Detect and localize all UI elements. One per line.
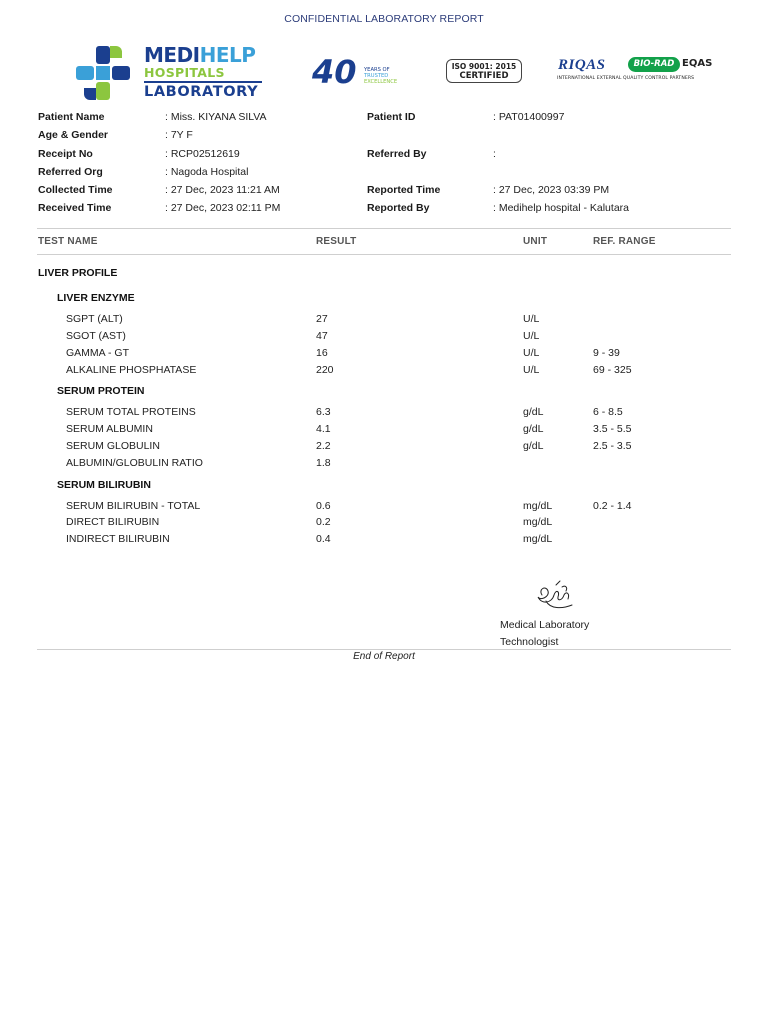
referred-org-value: : Nagoda Hospital: [165, 166, 249, 178]
test-result: 220: [316, 364, 334, 376]
medihelp-logo: [74, 44, 274, 102]
test-name: DIRECT BILIRUBIN: [66, 516, 160, 528]
collected-time-value: : 27 Dec, 2023 11:21 AM: [165, 184, 280, 196]
eqas-text: EQAS: [682, 58, 713, 69]
test-result: 0.6: [316, 500, 331, 512]
reported-by-value: : Medihelp hospital - Kalutara: [493, 202, 629, 214]
medihelp-cross-icon: [74, 44, 134, 102]
test-ref-range: 2.5 - 3.5: [593, 440, 632, 452]
test-unit: U/L: [523, 364, 540, 376]
test-name: GAMMA - GT: [66, 347, 129, 359]
test-unit: U/L: [523, 347, 540, 359]
test-unit: g/dL: [523, 423, 544, 435]
patient-name-value: : Miss. KIYANA SILVA: [165, 111, 267, 123]
test-result: 16: [316, 347, 328, 359]
test-result: 47: [316, 330, 328, 342]
test-ref-range: 69 - 325: [593, 364, 632, 376]
section-title: LIVER ENZYME: [57, 292, 135, 304]
technologist-title: [500, 617, 589, 650]
brand-medi: MEDI: [144, 43, 200, 67]
test-name: SERUM TOTAL PROTEINS: [66, 406, 196, 418]
referred-by-label: Referred By: [367, 148, 427, 160]
riqas-subtitle: INTERNATIONAL EXTERNAL QUALITY CONTROL PARTNERS: [557, 76, 695, 81]
years-text-1: YEARS OF: [364, 67, 390, 73]
patient-id-label: Patient ID: [367, 111, 416, 123]
table-row: [0, 347, 768, 363]
patient-id-value: : PAT01400997: [493, 111, 565, 123]
table-row: [0, 440, 768, 456]
header-result: RESULT: [316, 236, 357, 247]
brand-help: HELP: [199, 43, 256, 67]
technologist-title-line2: Technologist: [500, 635, 559, 648]
years-text-3: EXCELLENCE: [364, 79, 398, 85]
test-result: 2.2: [316, 440, 331, 452]
test-unit: mg/dL: [523, 500, 553, 512]
table-row: [0, 500, 768, 516]
footer-divider: [37, 649, 731, 650]
test-name: SERUM ALBUMIN: [66, 423, 153, 435]
table-row: [0, 330, 768, 346]
test-result: 4.1: [316, 423, 331, 435]
test-unit: mg/dL: [523, 533, 553, 545]
years-number: 40: [312, 53, 357, 88]
table-row: [0, 406, 768, 422]
header-unit: UNIT: [523, 236, 548, 247]
riqas-text: RIQAS: [558, 57, 606, 73]
table-row: [0, 313, 768, 329]
test-result: 0.4: [316, 533, 331, 545]
profile-title: LIVER PROFILE: [38, 267, 118, 279]
test-unit: g/dL: [523, 440, 544, 452]
header-test-name: TEST NAME: [38, 236, 98, 247]
test-unit: U/L: [523, 330, 540, 342]
brand-hospitals: HOSPITALS: [144, 65, 225, 80]
test-unit: g/dL: [523, 406, 544, 418]
test-unit: U/L: [523, 313, 540, 325]
forty-years-logo: [312, 52, 404, 88]
reported-time-value: : 27 Dec, 2023 03:39 PM: [493, 184, 610, 196]
biorad-badge: BIO-RAD: [628, 57, 680, 72]
test-name: SGPT (ALT): [66, 313, 123, 325]
test-ref-range: 6 - 8.5: [593, 406, 623, 418]
reported-time-label: Reported Time: [367, 184, 441, 196]
received-time-label: Received Time: [38, 202, 112, 214]
section-title: SERUM PROTEIN: [57, 385, 145, 397]
header-ref-range: REF. RANGE: [593, 236, 656, 247]
table-row: [0, 423, 768, 439]
signature-image: [532, 579, 578, 615]
test-unit: mg/dL: [523, 516, 553, 528]
receipt-no-label: Receipt No: [38, 148, 93, 160]
test-name: ALBUMIN/GLOBULIN RATIO: [66, 457, 203, 469]
table-row: [0, 364, 768, 380]
report-title: CONFIDENTIAL LABORATORY REPORT: [284, 13, 484, 25]
test-ref-range: 9 - 39: [593, 347, 620, 359]
test-ref-range: 3.5 - 5.5: [593, 423, 632, 435]
test-name: SGOT (AST): [66, 330, 126, 342]
test-result: 0.2: [316, 516, 331, 528]
table-row: [0, 457, 768, 473]
age-gender-value: : 7Y F: [165, 129, 193, 141]
riqas-biorad-logo: [556, 56, 716, 86]
test-name: ALKALINE PHOSPHATASE: [66, 364, 197, 376]
age-gender-label: Age & Gender: [38, 129, 109, 141]
table-top-divider: [37, 228, 731, 229]
table-row: [0, 516, 768, 532]
table-row: [0, 533, 768, 549]
iso-line1: ISO 9001: 2015: [451, 62, 517, 71]
patient-name-label: Patient Name: [38, 111, 105, 123]
received-time-value: : 27 Dec, 2023 02:11 PM: [165, 202, 281, 214]
test-name: SERUM GLOBULIN: [66, 440, 160, 452]
table-header-divider: [37, 254, 731, 255]
collected-time-label: Collected Time: [38, 184, 113, 196]
section-title: SERUM BILIRUBIN: [57, 479, 151, 491]
iso-certified-badge: [446, 59, 522, 83]
test-name: INDIRECT BILIRUBIN: [66, 533, 170, 545]
brand-laboratory: LABORATORY: [144, 81, 262, 101]
test-result: 27: [316, 313, 328, 325]
years-text-2: TRUSTED: [364, 73, 389, 79]
reported-by-label: Reported By: [367, 202, 430, 214]
test-ref-range: 0.2 - 1.4: [593, 500, 632, 512]
receipt-no-value: : RCP02512619: [165, 148, 240, 160]
referred-by-value: :: [493, 148, 496, 160]
test-name: SERUM BILIRUBIN - TOTAL: [66, 500, 201, 512]
technologist-title-line1: Medical Laboratory: [500, 619, 590, 631]
iso-line2: CERTIFIED: [459, 71, 509, 81]
test-result: 1.8: [316, 457, 331, 469]
referred-org-label: Referred Org: [38, 166, 103, 178]
test-result: 6.3: [316, 406, 331, 418]
end-of-report: End of Report: [353, 651, 415, 662]
